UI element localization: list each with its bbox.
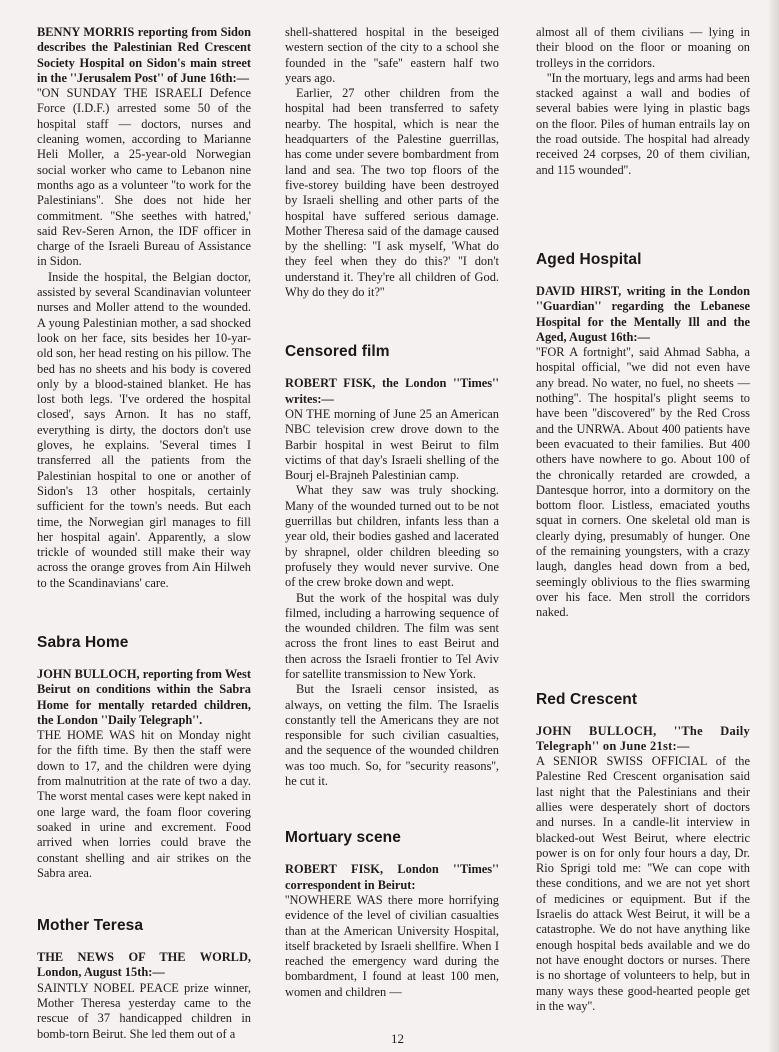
article-lead: JOHN BULLOCH, reporting from West Beirut on conditions within the Sabra Home for mentally retarded children, the London ''Daily Telegraph''. (37, 666, 251, 727)
article-paragraph: THE HOME WAS hit on Monday night for the fifth time. By then the staff were down to 17, and the children were dying from malnutrition at the rate of two a day. The worst mental cases were kept naked in one large ward, the foam floor covering soaked in urine and excrement. Food arrived when lorries could brave the constant shelling and air strikes on the Sabra area. (37, 728, 251, 880)
section-heading: Mortuary scene (285, 829, 401, 847)
section-sabra-home (37, 634, 251, 881)
article-lead: BENNY MORRIS reporting from Sidon describes the Palestinian Red Crescent Society Hospital on Sidon's main street in the ''Jerusalem Post'' of June 16th:— (37, 25, 251, 85)
article-paragraph: ''ON SUNDAY THE ISRAELI Defence Force (I.D.F.) arrested some 50 of the hospital staff — doctors, nurses and cleaning women, according to Marianne Heli Moller, a 25-year-old Norwegian social worker who came to Lebanon nine months ago as a volunteer ''to work for the Palestinians''. She does not hide her commitment. ''She seethes with hatred,' said Rev-Seren Arnon, the IDF officer in charge of the Israeli Bureau of Assistance in Sidon. (37, 86, 251, 269)
article-paragraph: Earlier, 27 other children from the hospital had been transferred to safety nearby. The hospital, which is near the headquarters of the Palestine guerrillas, has come under severe bombardment from land and sea. The two top floors of the five-storey building have been destroyed by Israeli shelling and other parts of the hospital have suffered serious damage. Mother Theresa said of the damage caused by the shelling: ''I ask myself, 'What do they feel when they do this?' ''I don't understand it. They're all children of God. Why do they do it?'' (285, 86, 499, 300)
article-benny-morris (37, 25, 251, 591)
article-lead: DAVID HIRST, writing in the London ''Guardian'' regarding the Lebanese Hospital for the Mentally Ill and the Aged, August 16th:— (536, 283, 750, 344)
section-heading: Mother Teresa (37, 917, 144, 935)
column-3 (536, 25, 750, 1014)
page-edge-shadow (769, 0, 779, 1052)
article-paragraph: A SENIOR SWISS OFFICIAL of the Palestine Red Crescent organisation said last night that the Palestinians and their allies were desperately short of doctors and nurses. In a candle-lit interview in blacked-out West Beirut, where electric power is on for only four hours a day, Dr. Rio Sprigi told me: ''We can cope with these conditions, and we are not yet short of medicines or equipment. But if the Israelis do attack West Beirut, it will be a catastrophe. We do not have anything like enough hospital beds available and we do not have enought doctors or nurses. There is no shortage of volunteers to help, but in many ways these good-hearted people get in the way''. (536, 754, 750, 1013)
section-heading: Red Crescent (536, 690, 638, 708)
section-mother-teresa (37, 917, 251, 1042)
article-paragraph: ''FOR A fortnight'', said Ahmad Sabha, a hospital official, ''we did not even have any bread. No water, no fuel, no sheets — nothing''. The hospital's plight seems to have been ''discovered'' by the Red Cross and the UNRWA. About 400 patients have been evacuated to their families. But 400 others have nowhere to go. About 100 of the chronically retarded are crowded, a Dantesque horror, into a dormitory on the bottom floor. Listless, emaciated youths squat in corners. One skeletal old man is clearly dying, presumably of hunger. One of the remaining youngsters, with a crazy laugh, dangles head down from a bed, seemingly oblivious to the flies swarming over his face. Men stroll the corridors naked. (536, 345, 750, 620)
article-lead: ROBERT FISK, London ''Times'' correspondent in Beirut: (285, 862, 499, 892)
article-paragraph: SAINTLY NOBEL PEACE prize winner, Mother Theresa yesterday came to the rescue of 37 handicapped children in bomb-torn Beirut. She led them out of a (37, 980, 251, 1041)
section-censored-film (285, 343, 499, 789)
continuation-mother-teresa (285, 25, 499, 300)
article-lead: ROBERT FISK, the London ''Times'' writes:— (285, 376, 499, 406)
column-2 (285, 25, 499, 1000)
section-heading: Censored film (285, 343, 390, 361)
article-paragraph: almost all of them civilians — lying in their blood on the floor or moaning on trolleys in the corridors. (536, 25, 750, 70)
page-number: 12 (391, 1031, 404, 1046)
article-paragraph: Inside the hospital, the Belgian doctor, assisted by several Scandinavian volunteer nurses and Moller attend to the wounded. A young Palestinian mother, a sad shocked look on her face, sits besides her 10-yar-old son, her head resting on his pillow. The bed has no sheets and his body is covered only by a blood-stained blanket. He has lost both legs. 'I've ordered the hospital closed', says Arnon. It has no staff, everything is dirty, the doctors don't use gloves, he explains. 'Several times I transferred all the patients from the Palestinian hospital to one or another of Sidon's 13 other hospitals, certainly sufficient for the town's needs. But each time, the Norwegian girl manages to fill her hospital again'. Apparently, a slow trickle of wounded still make their way across the orange groves from Ain Hilweh to the Scandinavians' care. (37, 269, 251, 590)
article-paragraph: ''NOWHERE WAS there more horrifying evidence of the level of civilian casualties than at the American University Hospital, itself bracketed by Israeli shellfire. When I reached the emergency ward during the bombardment, I found at least 100 men, women and children — (285, 892, 499, 999)
section-red-crescent (536, 691, 750, 1015)
column-1 (37, 25, 251, 1042)
continuation-mortuary-scene (536, 25, 750, 178)
article-paragraph: shell-shattered hospital in the beseiged western section of the city to a school she founded in the ''safe'' eastern half two years ago. (285, 25, 499, 85)
section-mortuary-scene (285, 829, 499, 1000)
section-heading: Aged Hospital (536, 250, 642, 268)
article-paragraph: ''In the mortuary, legs and arms had been stacked against a wall and bodies of several babies were lying in plastic bags on the floor. Piles of human entrails lay on the road outside. The hospital had already received 24 corpses, 20 of them civilian, and 115 wounded''. (536, 70, 750, 177)
section-heading: Sabra Home (37, 633, 129, 651)
article-lead: THE NEWS OF THE WORLD, London, August 15th:— (37, 950, 251, 980)
article-paragraph: What they saw was truly shocking. Many of the wounded turned out to be not guerrillas but children, infants less than a year old, their bodies gashed and lacerated by shrapnel, older children bleeding so profusely they would never survive. One of the crew broke down and wept. (285, 483, 499, 590)
section-aged-hospital (536, 251, 750, 621)
article-lead: JOHN BULLOCH, ''The Daily Telegraph'' on June 21st:— (536, 723, 750, 753)
article-paragraph: But the Israeli censor insisted, as always, on vetting the film. The Israelis constantly tell the Americans they are not responsible for such civilian casualties, and the sequence of the wounded children was too much. So, for ''security reasons'', he cut it. (285, 682, 499, 789)
article-paragraph: ON THE morning of June 25 an American NBC television crew drove down to the Barbir hospital in west Beirut to film victims of that day's Israeli shelling of the Bourj el-Brajneh Palestinian camp. (285, 406, 499, 483)
article-paragraph: But the work of the hospital was duly filmed, including a harrowing sequence of the wounded children. The film was sent across the front lines to east Beirut and then across the Israeli frontier to Tel Aviv for satellite transmission to New York. (285, 590, 499, 681)
